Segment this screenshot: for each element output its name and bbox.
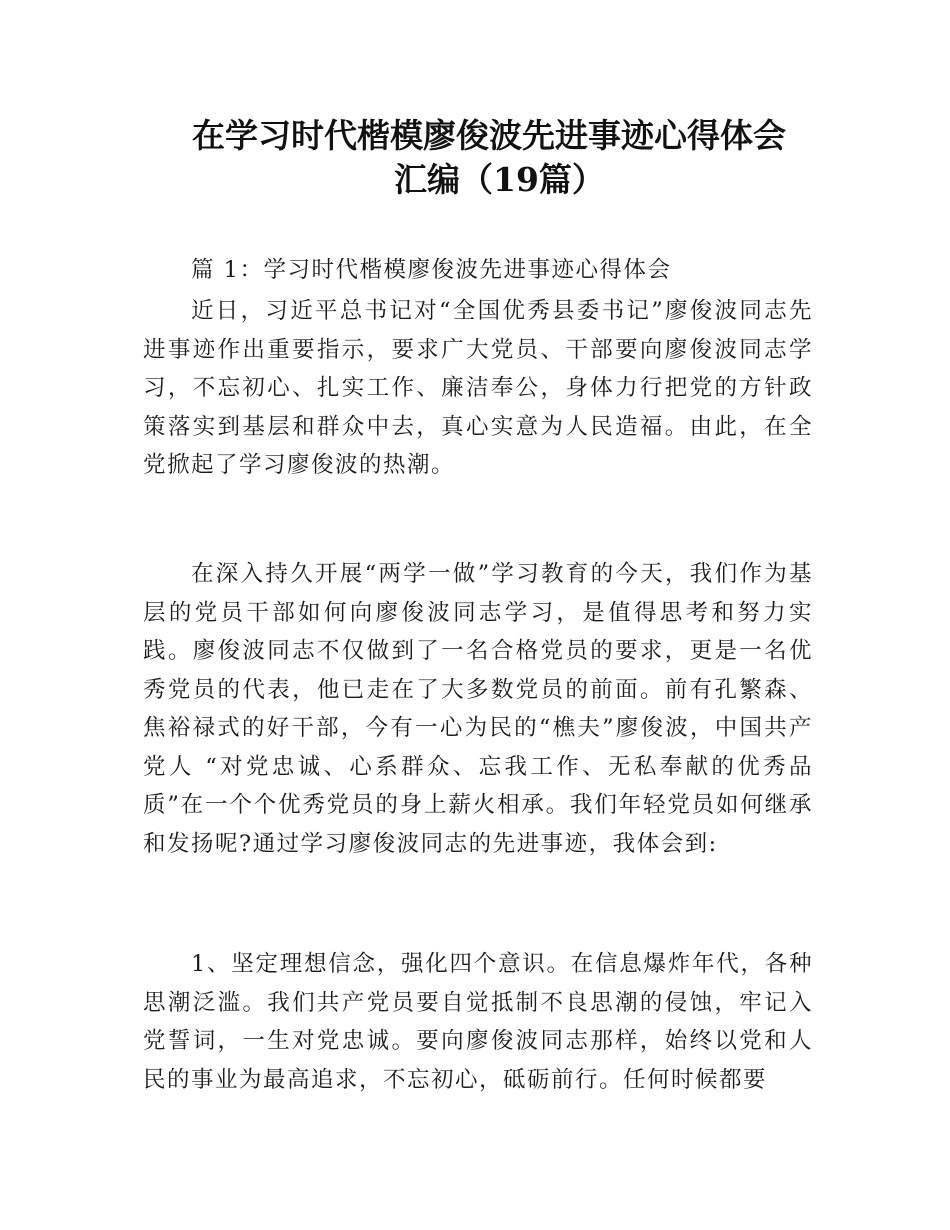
document-title-line-2: 汇编（19篇） [394, 160, 605, 199]
paragraph-1-text: 近日，习近平总书记对“全国优秀县委书记”廖俊波同志先进事迹作出重要指示，要求广大党员、干部要向廖俊波同志学习，不忘初心、扎实工作、廉洁奉公，身体力行把党的方针政策落实到基层和群众中去，真心实意为人民造福。由此，在全党掀起了学习廖俊波的热潮。 [143, 298, 813, 478]
section-heading: 篇 1：学习时代楷模廖俊波先进事迹心得体会 [191, 257, 672, 283]
paragraph-3-text: 1、坚定理想信念，强化四个意识。在信息爆炸年代，各种思潮泛滥。我们共产党员要自觉抵制不良思潮的侵蚀，牢记入党誓词，一生对党忠诚。要向廖俊波同志那样，始终以党和人民的事业为最高追求，不忘初心，砥砺前行。任何时候都要 [143, 951, 813, 1093]
paragraph-2 [143, 555, 813, 863]
paragraph-3 [143, 945, 813, 1099]
paragraph-2-text: 在深入持久开展“两学一做”学习教育的今天，我们作为基层的党员干部如何向廖俊波同志学习，是值得思考和努力实践。廖俊波同志不仅做到了一名合格党员的要求，更是一名优秀党员的代表，他已走在了大多数党员的前面。前有孔繁森、焦裕禄式的好干部，今有一心为民的“樵夫”廖俊波，中国共产党人 “对党忠诚、心系群众、忘我工作、无私奉献的优秀品质”在一个个优秀党员的身上薪火相承。我们年轻党员如何继承和发扬呢?通过学习廖俊波同志的先进事迹，我体会到: [143, 561, 813, 857]
document-title-line-1: 在学习时代楷模廖俊波先进事迹心得体会 [192, 116, 786, 155]
paragraph-1 [143, 292, 813, 485]
